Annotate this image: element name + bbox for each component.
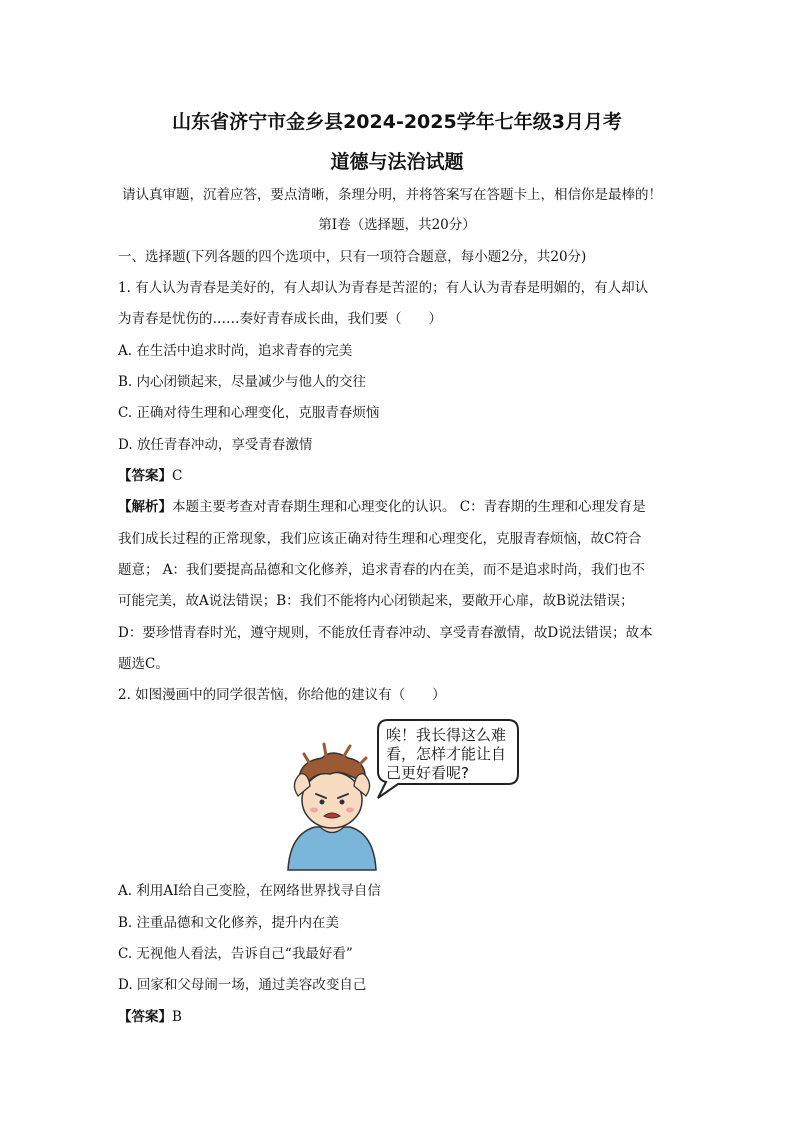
q2-answer [118,1008,182,1026]
answer-value: C [172,468,183,484]
q2-option-c: C. 无视他人看法，告诉自己“我最好看” [118,946,353,962]
speech-line-3: 己更好看呢? [386,764,469,782]
speech-line-2: 看，怎样才能让自 [386,745,507,763]
comic-illustration [270,712,530,872]
q2-option-a: A. 利用AI给自己变脸，在网络世界找寻自信 [118,883,381,899]
analysis-text: 本题主要考查对青春期生理和心理变化的认识。 C：青春期的生理和心理发育是 [172,499,646,515]
q1-analysis-line2: 我们成长过程的正常现象，我们应该正确对待生理和心理变化，克服青春烦恼，故C符合 [118,531,642,547]
q1-analysis-line5: D：要珍惜青春时光，遵守规则，不能放任青春冲动、享受青春激情，故D说法错误；故本 [118,625,653,641]
q1-option-a: A. 在生活中追求时尚，追求青春的完美 [118,343,353,359]
boy-figure [288,744,376,870]
q2-stem: 2. 如图漫画中的同学很苦恼，你给他的建议有（ ） [118,687,446,703]
answer-label: 【答案】 [118,1009,172,1025]
speech-line-1: 唉！我长得这么难 [386,726,507,744]
q1-analysis-line3: 题意； A：我们要提高品德和文化修养，追求青春的内在美，而不是追求时尚，我们也不 [118,562,646,578]
q1-answer [118,467,182,485]
q1-stem-line1: 1. 有人认为青春是美好的，有人却认为青春是苦涩的；有人认为青春是明媚的，有人却认 [118,280,649,296]
answer-value: B [172,1009,182,1025]
q1-analysis-line4: 可能完美，故A说法错误；B：我们不能将内心闭锁起来，要敞开心扉，故B说法错误； [118,593,634,609]
volume-header: 第Ⅰ卷（选择题，共20分） [318,217,476,233]
exam-title: 山东省济宁市金乡县2024-2025学年七年级3月月考 [172,111,622,133]
q1-option-b: B. 内心闭锁起来，尽量减少与他人的交往 [118,374,367,390]
q1-analysis-line6: 题选C。 [118,656,169,672]
q1-option-c: C. 正确对待生理和心理变化，克服青春烦恼 [118,405,380,421]
q2-option-d: D. 回家和父母闹一场，通过美容改变自己 [118,977,367,993]
q1-analysis-line1 [118,498,646,516]
exam-subtitle: 道德与法治试题 [330,151,464,173]
q1-option-d: D. 放任青春冲动，享受青春激情 [118,437,313,453]
q1-stem-line2: 为青春是忧伤的……奏好青春成长曲，我们要（ ） [118,311,442,327]
analysis-label: 【解析】 [118,499,172,515]
section-header: 一、选择题(下列各题的四个选项中，只有一项符合题意，每小题2分，共20分) [118,249,587,265]
q2-option-b: B. 注重品德和文化修养，提升内在美 [118,915,340,931]
answer-label: 【答案】 [118,468,172,484]
instruction-text: 请认真审题，沉着应答，要点清晰，条理分明，并将答案写在答题卡上，相信你是最棒的！ [122,187,662,203]
